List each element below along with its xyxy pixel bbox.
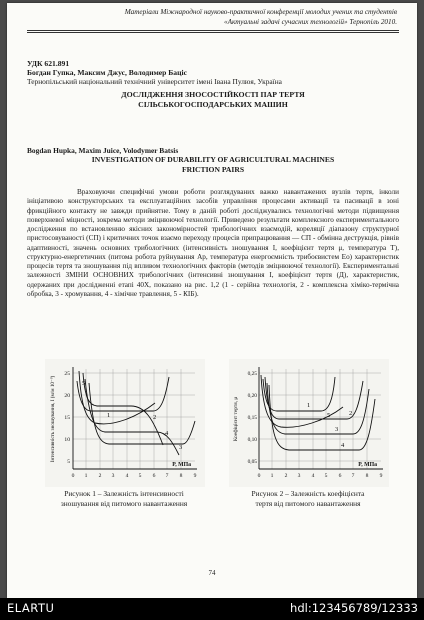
- viewer-footer-bar: [0, 598, 424, 620]
- fig1-curve-label-3: 3: [179, 444, 183, 451]
- conference-header-line1: Матеріали Міжнародної науково-практичної конференції молодих учених та студентів: [124, 8, 397, 16]
- fig1-xtick: 9: [193, 473, 197, 479]
- fig1-curve-label-4: 4: [165, 430, 169, 437]
- fig1-ytick: 5: [67, 459, 70, 465]
- fig2-xtick: 9: [379, 473, 383, 479]
- title-ua: [27, 90, 399, 109]
- fig1-xtick: 6: [152, 473, 156, 479]
- title-en: [27, 155, 399, 174]
- fig2-ytick: 0,10: [247, 437, 257, 443]
- fig1-x-axis-label: P, MПа: [172, 462, 191, 468]
- repository-name: ELARTU: [7, 601, 55, 615]
- fig2-ytick: 0,25: [247, 371, 257, 377]
- body-paragraph: Враховуючи специфічні умови роботи розглядуваних важко навантажених вузлів тертя, інколи ініціативою конструкторських та експлуатаційних засобів управління процесами активації та пасивації в зоні фрикційного контакту не завжди прийнятне. Тому в даній роботі досліджувались технологічні методи підвищення поверхневої міцності, зокрема методи зміцнюючої технології. Приведено результати комплексного експериментального дослідження по встановленню якісних закономірностей трибологічних взаємодій, кореляції діапазону структурної пристосовуваності (СП) і критичних точок взаємо переходу процесів припрацювання — СП - обмінна деструкція, рівнів адаптивності, значень основних трибологічних (інтенсивність зношування І, коефіцієнт тертя μ, температура Т), структурно-енергетичних (питома робота руйнування Ар, температура енергоємність трибоєвистем Ео) характеристик процесів тертя та зношування під впливом технологічних факторів (методів зміцнюючої технології). Експериментальні залежності ЗМІНИ ОСНОВНИХ трибологічних (інтенсивні зношування І, коефіцієнт тертя (Д), характеристик, одержаних при дослідженні етапі 40Х, показано на рис. 1,2 (1 - серійна технологія, 2 - комплексна хіміко-термічна обробка, 3 - хромування, 4 - хімічне травлення, 5 - КІБ).: [27, 188, 399, 298]
- fig1-xtick: 0: [71, 473, 75, 479]
- fig1-ytick: 20: [64, 393, 70, 399]
- fig1-ytick: 25: [64, 371, 70, 377]
- title-ua-line2: СІЛЬСЬКОГОСПОДАРСЬКИХ МАШИН: [138, 99, 288, 109]
- fig1-curve-label-1: 1: [107, 412, 111, 419]
- fig2-ytick: 0,20: [247, 393, 257, 399]
- title-ua-line1: ДОСЛІДЖЕННЯ ЗНОСОСТІЙКОСТІ ПАР ТЕРТЯ: [121, 90, 305, 99]
- fig1-ytick: 10: [64, 437, 70, 443]
- figure-1-caption-line1: Рисунок 1 – Залежність інтенсивності: [64, 489, 184, 498]
- fig1-xtick: 2: [98, 473, 102, 479]
- fig1-xtick: 3: [111, 473, 115, 479]
- fig2-xtick: 0: [257, 473, 261, 479]
- fig2-xtick: 6: [338, 473, 342, 479]
- header-rule: [27, 30, 399, 31]
- figure-2-caption-line1: Рисунок 2 – Залежність коефіцієнта: [251, 489, 365, 498]
- figure-2-caption-line2: тертя від питомого навантаження: [255, 498, 361, 508]
- authors-en: Bogdan Hupka, Maxim Juice, Volodymer Batsis: [27, 146, 179, 155]
- figure-2-friction-coefficient: [229, 359, 389, 487]
- paper-page: [7, 3, 417, 598]
- fig2-ytick: 0,05: [247, 459, 257, 465]
- fig2-xtick: 4: [311, 473, 315, 479]
- udk-code: УДК 621.891: [27, 59, 70, 68]
- handle-identifier: hdl:123456789/12333: [290, 601, 418, 615]
- page-number: 74: [208, 569, 216, 577]
- fig2-curve-label-1: 1: [307, 402, 311, 409]
- fig2-curve-label-4: 4: [341, 442, 345, 449]
- title-en-line2: FRICTION PAIRS: [181, 164, 245, 174]
- fig1-xtick: 4: [125, 473, 129, 479]
- affiliation: Тернопільський національний технічний університет імені Івана Пулюя, Україна: [27, 77, 282, 86]
- figure-1-wear-intensity: [45, 359, 205, 487]
- fig2-curve-label-2: 2: [349, 410, 353, 417]
- fig2-curve-label-3: 3: [335, 426, 339, 433]
- fig1-xtick: 7: [165, 473, 169, 479]
- fig2-xtick: 8: [365, 473, 369, 479]
- fig1-y-axis-label: Інтенсивність зношування, І (м/м 10⁻⁹): [50, 375, 56, 463]
- fig2-xtick: 5: [324, 473, 328, 479]
- fig1-ytick: 15: [64, 415, 70, 421]
- fig1-xtick: 8: [179, 473, 183, 479]
- fig1-curve-label-2: 2: [153, 414, 157, 421]
- title-en-line1: INVESTIGATION OF DURABILITY OF AGRICULTURAL MACHINES: [91, 155, 335, 164]
- figure-2-caption: [223, 489, 393, 508]
- fig2-curve-label-5: 5: [327, 412, 331, 419]
- fig1-xtick: 1: [84, 473, 88, 479]
- fig1-curve-label-5: 5: [82, 380, 86, 387]
- fig2-y-axis-label: Коефіцієнт тертя, μ: [233, 396, 239, 442]
- figure-1-caption-line2: зношування від питомого навантаження: [60, 498, 188, 508]
- fig2-xtick: 3: [297, 473, 301, 479]
- fig2-xtick: 2: [284, 473, 288, 479]
- figure-1-caption: [39, 489, 209, 508]
- fig2-xtick: 7: [351, 473, 355, 479]
- authors-ua: Богдан Гупка, Максим Джус, Володимер Баціс: [27, 68, 187, 77]
- fig2-ytick: 0,15: [247, 415, 257, 421]
- fig2-x-axis-label: P, MПа: [358, 462, 377, 468]
- fig1-xtick: 5: [138, 473, 142, 479]
- header-rule-thin: [27, 32, 399, 33]
- conference-header-line2: «Актуальні задачі сучасних технологій» Тернопіль 2010.: [224, 18, 397, 26]
- fig2-xtick: 1: [270, 473, 274, 479]
